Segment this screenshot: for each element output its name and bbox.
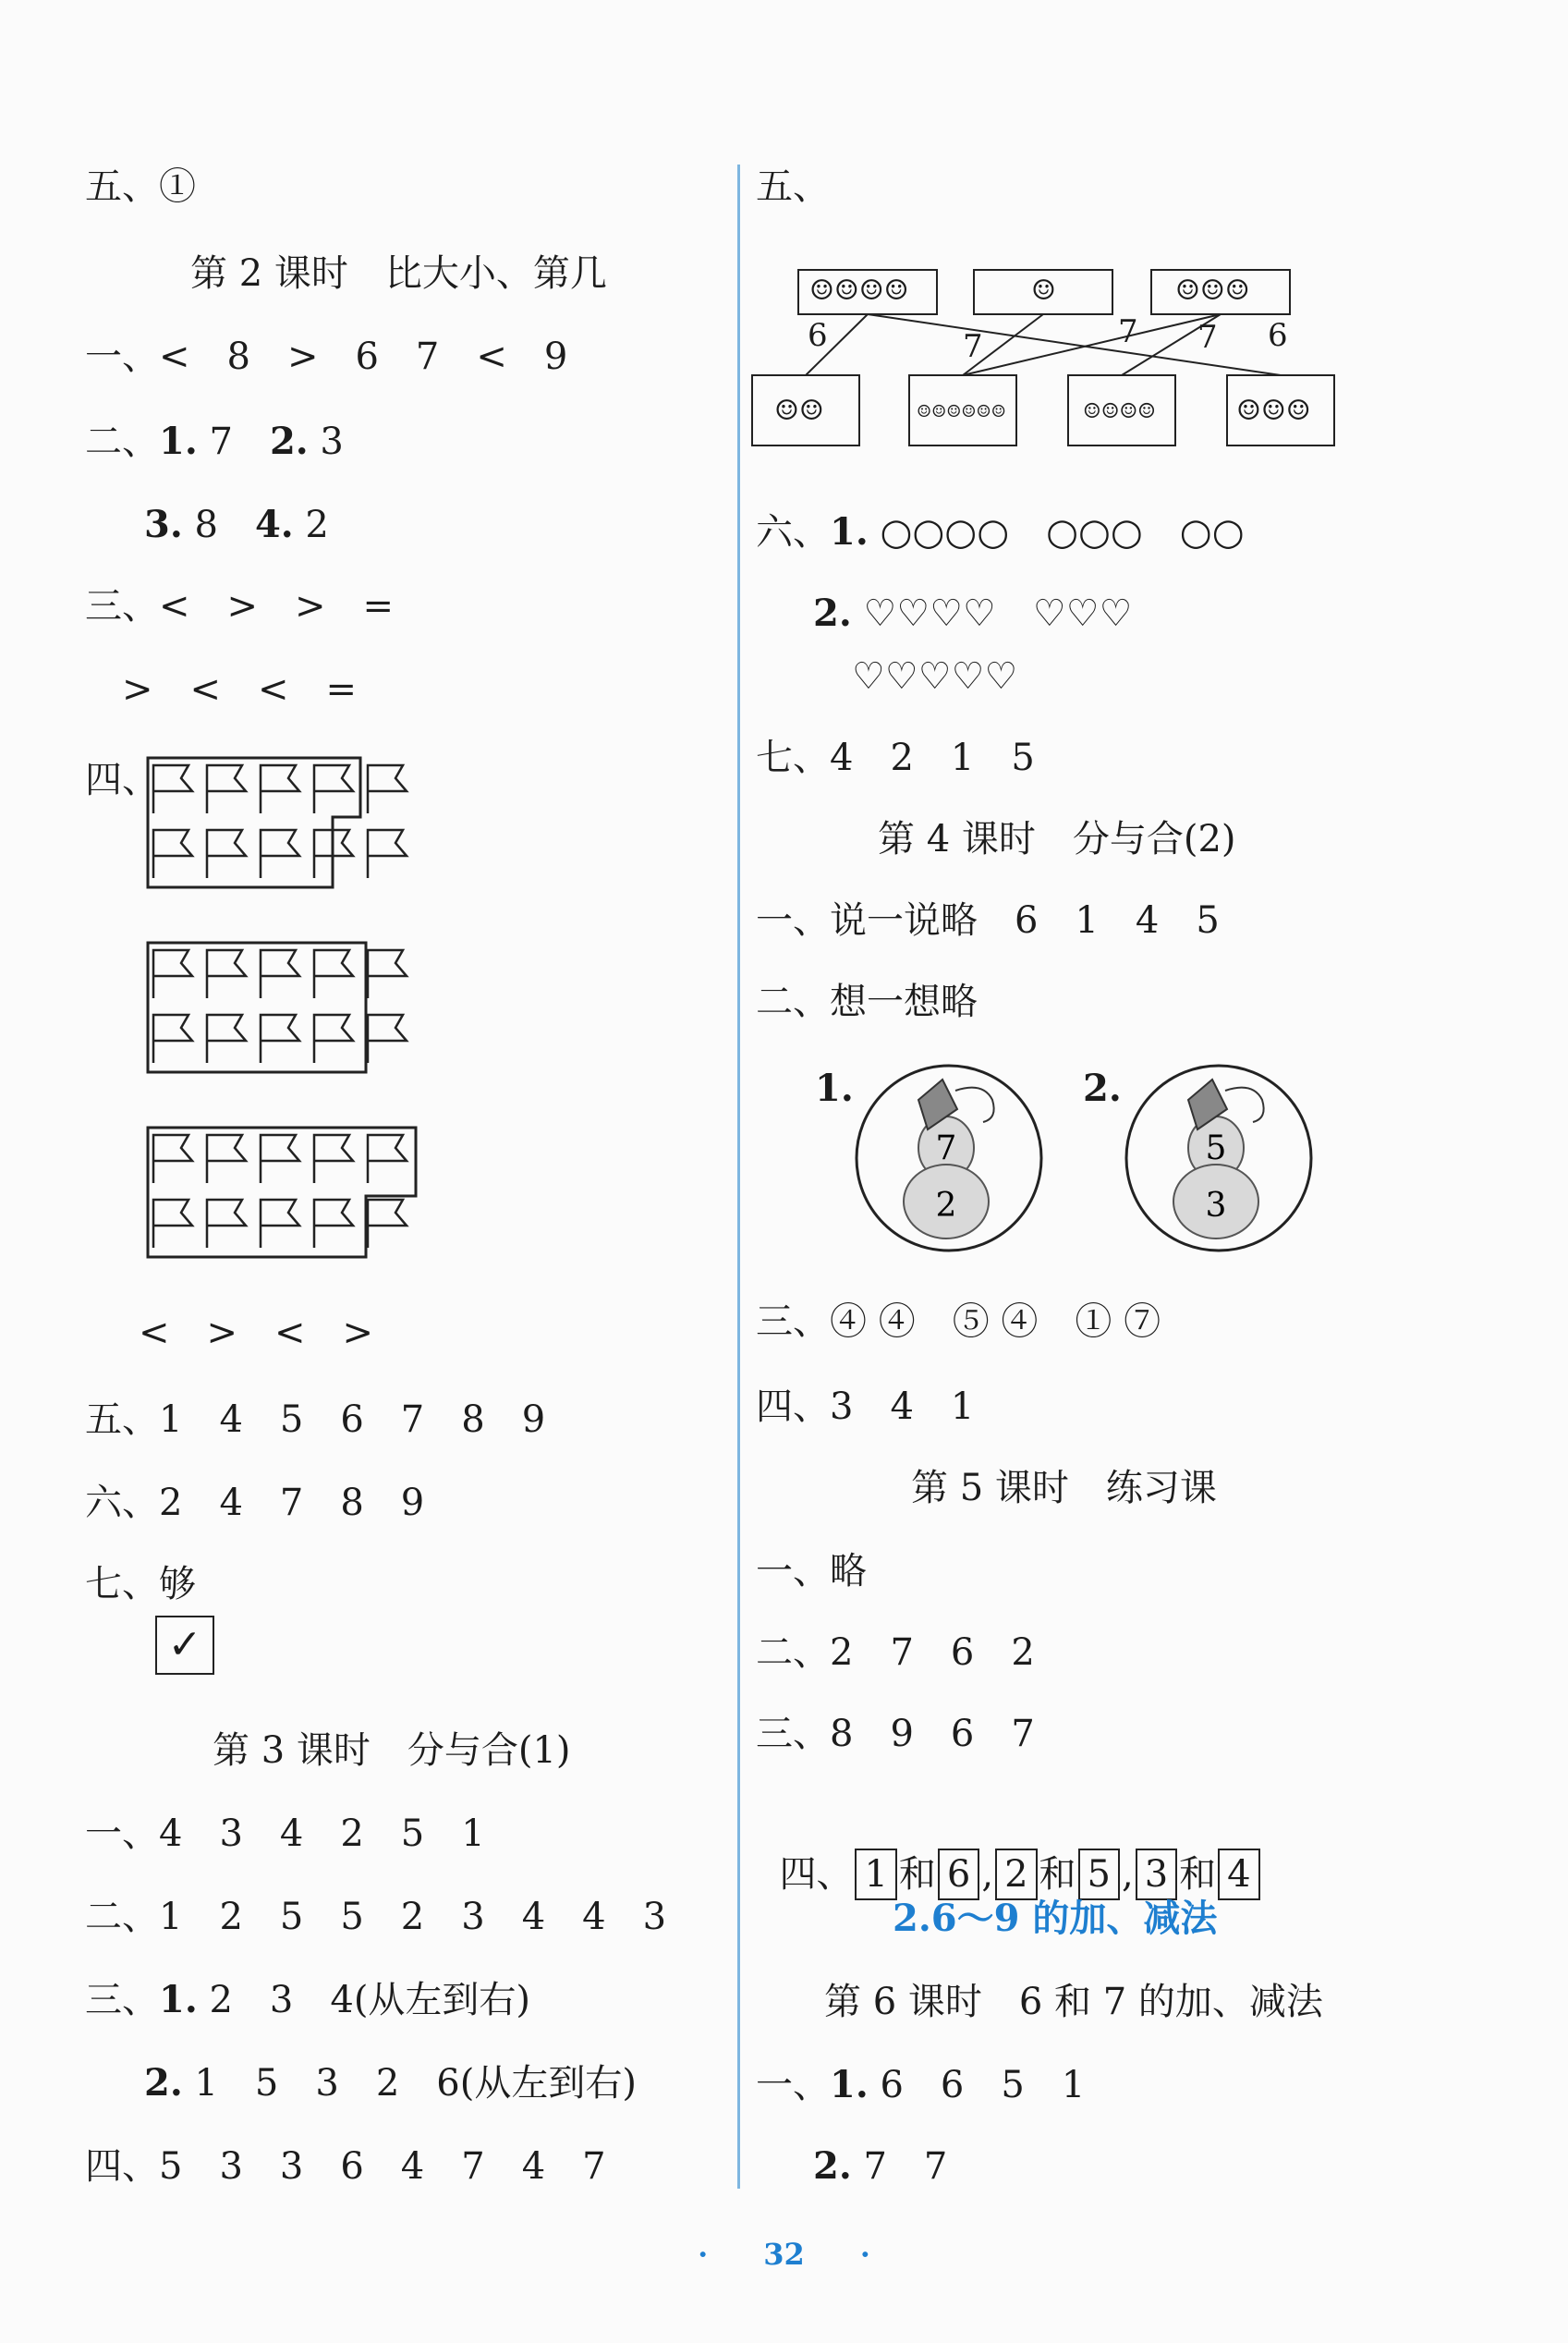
answer-text: ♡♡♡♡ ♡♡♡ xyxy=(851,592,1133,635)
answer-line: ♡♡♡♡♡ xyxy=(852,655,1018,698)
footer-dot: · xyxy=(859,2237,870,2272)
flag-icon xyxy=(368,1135,407,1183)
answer-line xyxy=(144,2061,637,2105)
and-word: 和 xyxy=(1039,1853,1076,1896)
item-number: 二、 xyxy=(85,421,159,463)
answer-text: 7 7 xyxy=(851,2145,948,2188)
item-number: 一、 xyxy=(756,2064,830,2106)
flag-icon xyxy=(207,1015,246,1063)
gourd-top-number: 5 xyxy=(1205,1129,1227,1167)
flag-icon xyxy=(261,1015,299,1063)
chapter-heading: 2.6～9 的加、减法 xyxy=(893,1897,1218,1940)
vine-icon xyxy=(1225,1088,1264,1122)
matching-diagram xyxy=(752,268,1343,453)
answer-line: 三、< > > = xyxy=(85,585,395,628)
flag-icon xyxy=(261,1135,299,1183)
flag-icon xyxy=(153,830,192,878)
item-number: 2. xyxy=(144,2061,183,2105)
section-heading: 第 5 课时 练习课 xyxy=(911,1467,1217,1509)
item-number: 1. xyxy=(159,420,198,463)
answer-line: 六、2 4 7 8 9 xyxy=(85,1482,425,1524)
flag-icon xyxy=(153,1015,192,1063)
flag-figure xyxy=(139,749,434,1275)
face-icons: ☺☺☺ xyxy=(1236,395,1311,427)
answer-line: 七、4 2 1 5 xyxy=(756,737,1035,779)
answer-line xyxy=(756,2063,1086,2106)
footer-dot: · xyxy=(698,2237,709,2272)
flag-icon xyxy=(314,950,353,998)
line-label: 7 xyxy=(963,328,983,365)
answer-text: ○○○○ ○○○ ○○ xyxy=(868,511,1245,554)
face-icons: ☺☺☺☺ xyxy=(809,275,909,307)
answer-line: 五、① xyxy=(85,165,196,208)
flag-icon xyxy=(153,1200,192,1248)
flag-icon xyxy=(207,765,246,813)
answer-line xyxy=(756,510,1245,554)
flag-icon xyxy=(153,950,192,998)
number-box: 2 xyxy=(995,1849,1037,1900)
answer-text: 8 xyxy=(182,504,255,546)
line-label: 7 xyxy=(1197,319,1218,356)
flag-group-outline xyxy=(148,1128,416,1257)
flag-icon xyxy=(368,950,407,998)
answer-line: 三、④ ④ ⑤ ④ ① ⑦ xyxy=(756,1300,1161,1343)
vine-icon xyxy=(955,1088,994,1122)
separator: , xyxy=(1121,1853,1134,1896)
and-word: 和 xyxy=(1179,1853,1217,1896)
item-number: 2. xyxy=(269,420,309,463)
flag-icon xyxy=(314,1200,353,1248)
column-divider xyxy=(737,165,740,2189)
separator: , xyxy=(981,1853,994,1896)
gourd-figure-2 xyxy=(1124,1063,1314,1253)
answer-line: 四、5 3 3 6 4 7 4 7 xyxy=(85,2145,606,2188)
gourd-bottom-number: 3 xyxy=(1205,1187,1227,1225)
flag-icon xyxy=(368,1015,407,1063)
section-heading: 第 6 课时 6 和 7 的加、减法 xyxy=(824,1981,1323,2023)
page-number: 32 xyxy=(763,2237,805,2272)
flag-icon xyxy=(314,1015,353,1063)
line-label: 6 xyxy=(1268,317,1288,354)
face-icons: ☺ xyxy=(1031,275,1056,307)
face-icons: ☺☺☺ xyxy=(1175,275,1250,307)
answer-text: 2 3 4(从左到右) xyxy=(197,1979,531,2021)
section-heading: 第 3 课时 分与合(1) xyxy=(213,1729,571,1772)
item-number: 四、 xyxy=(779,1853,854,1896)
answer-line: 三、8 9 6 7 xyxy=(756,1713,1035,1755)
section-heading: 第 4 课时 分与合(2) xyxy=(878,818,1236,860)
answer-line: 一、略 xyxy=(756,1550,867,1593)
answer-text: 3 xyxy=(308,421,344,463)
answer-line xyxy=(85,420,344,463)
answer-line xyxy=(756,1797,1262,1900)
answer-line xyxy=(144,503,329,546)
number-box: 5 xyxy=(1078,1849,1120,1900)
line-label: 7 xyxy=(1118,313,1138,350)
number-box: 6 xyxy=(938,1849,979,1900)
flag-icon xyxy=(368,1200,407,1248)
flag-icon xyxy=(153,1135,192,1183)
answer-line: 二、2 7 6 2 xyxy=(756,1631,1035,1674)
answer-line xyxy=(813,592,1133,635)
answer-line: 五、1 4 5 6 7 8 9 xyxy=(85,1398,546,1441)
number-box: 4 xyxy=(1218,1849,1259,1900)
answer-text: 6 6 5 1 xyxy=(868,2064,1086,2106)
flag-icon xyxy=(368,765,407,813)
face-icons: ☺☺☺☺ xyxy=(1083,400,1156,423)
answer-line xyxy=(85,1978,531,2021)
gourd-top-number: 7 xyxy=(935,1129,957,1167)
answer-line: 五、 xyxy=(756,165,830,208)
flag-icon xyxy=(207,1135,246,1183)
item-number: 2. xyxy=(1083,1067,1122,1110)
answer-line: 一、< 8 > 6 7 < 9 xyxy=(85,336,568,378)
flag-icon xyxy=(261,765,299,813)
number-box: 3 xyxy=(1136,1849,1177,1900)
flag-icon xyxy=(261,1200,299,1248)
flag-icon xyxy=(261,830,299,878)
item-number: 3. xyxy=(144,503,183,546)
flag-icon xyxy=(261,950,299,998)
and-word: 和 xyxy=(898,1853,936,1896)
flag-icon xyxy=(314,1135,353,1183)
flag-icon xyxy=(314,765,353,813)
flag-icon xyxy=(368,830,407,878)
item-number: 4. xyxy=(254,503,294,546)
gourd-bottom-number: 2 xyxy=(935,1187,957,1225)
face-icons: ☺☺ xyxy=(774,395,824,427)
answer-line: 一、4 3 4 2 5 1 xyxy=(85,1812,485,1855)
item-number: 2. xyxy=(813,592,852,635)
answer-text: 7 xyxy=(197,421,270,463)
item-number: 1. xyxy=(159,1978,198,2021)
answer-line: < > < > xyxy=(139,1312,374,1354)
flag-icon xyxy=(207,950,246,998)
face-icons: ☺☺☺☺☺☺ xyxy=(917,402,1006,421)
answer-line xyxy=(813,2144,948,2188)
answer-line: 一、说一说略 6 1 4 5 xyxy=(756,899,1220,942)
number-box: 1 xyxy=(855,1849,896,1900)
answer-line: 二、1 2 5 5 2 3 4 4 3 xyxy=(85,1896,667,1938)
flag-group-outline xyxy=(148,758,360,887)
answer-line: 二、想一想略 xyxy=(756,981,978,1023)
answer-line: 七、够 xyxy=(85,1563,196,1605)
section-heading: 第 2 课时 比大小、第几 xyxy=(190,252,607,295)
item-number: 2. xyxy=(813,2144,852,2188)
item-number: 1. xyxy=(830,2063,869,2106)
flag-icon xyxy=(153,765,192,813)
item-number: 三、 xyxy=(85,1979,159,2021)
page-footer xyxy=(0,2237,1568,2272)
line-label: 6 xyxy=(808,317,828,354)
match-line xyxy=(868,314,1281,375)
item-number: 六、 xyxy=(756,511,830,554)
item-number: 1. xyxy=(830,510,869,554)
gourd-figure-1 xyxy=(854,1063,1044,1253)
answer-line: > < < = xyxy=(85,668,358,711)
flag-icon xyxy=(207,830,246,878)
flag-icon xyxy=(207,1200,246,1248)
item-number: 1. xyxy=(815,1067,854,1110)
answer-text: 1 5 3 2 6(从左到右) xyxy=(182,2062,637,2105)
check-box: ✓ xyxy=(155,1616,214,1675)
answer-line: 四、 xyxy=(85,759,159,801)
answer-line: 四、3 4 1 xyxy=(756,1385,975,1428)
answer-text: 2 xyxy=(293,504,329,546)
